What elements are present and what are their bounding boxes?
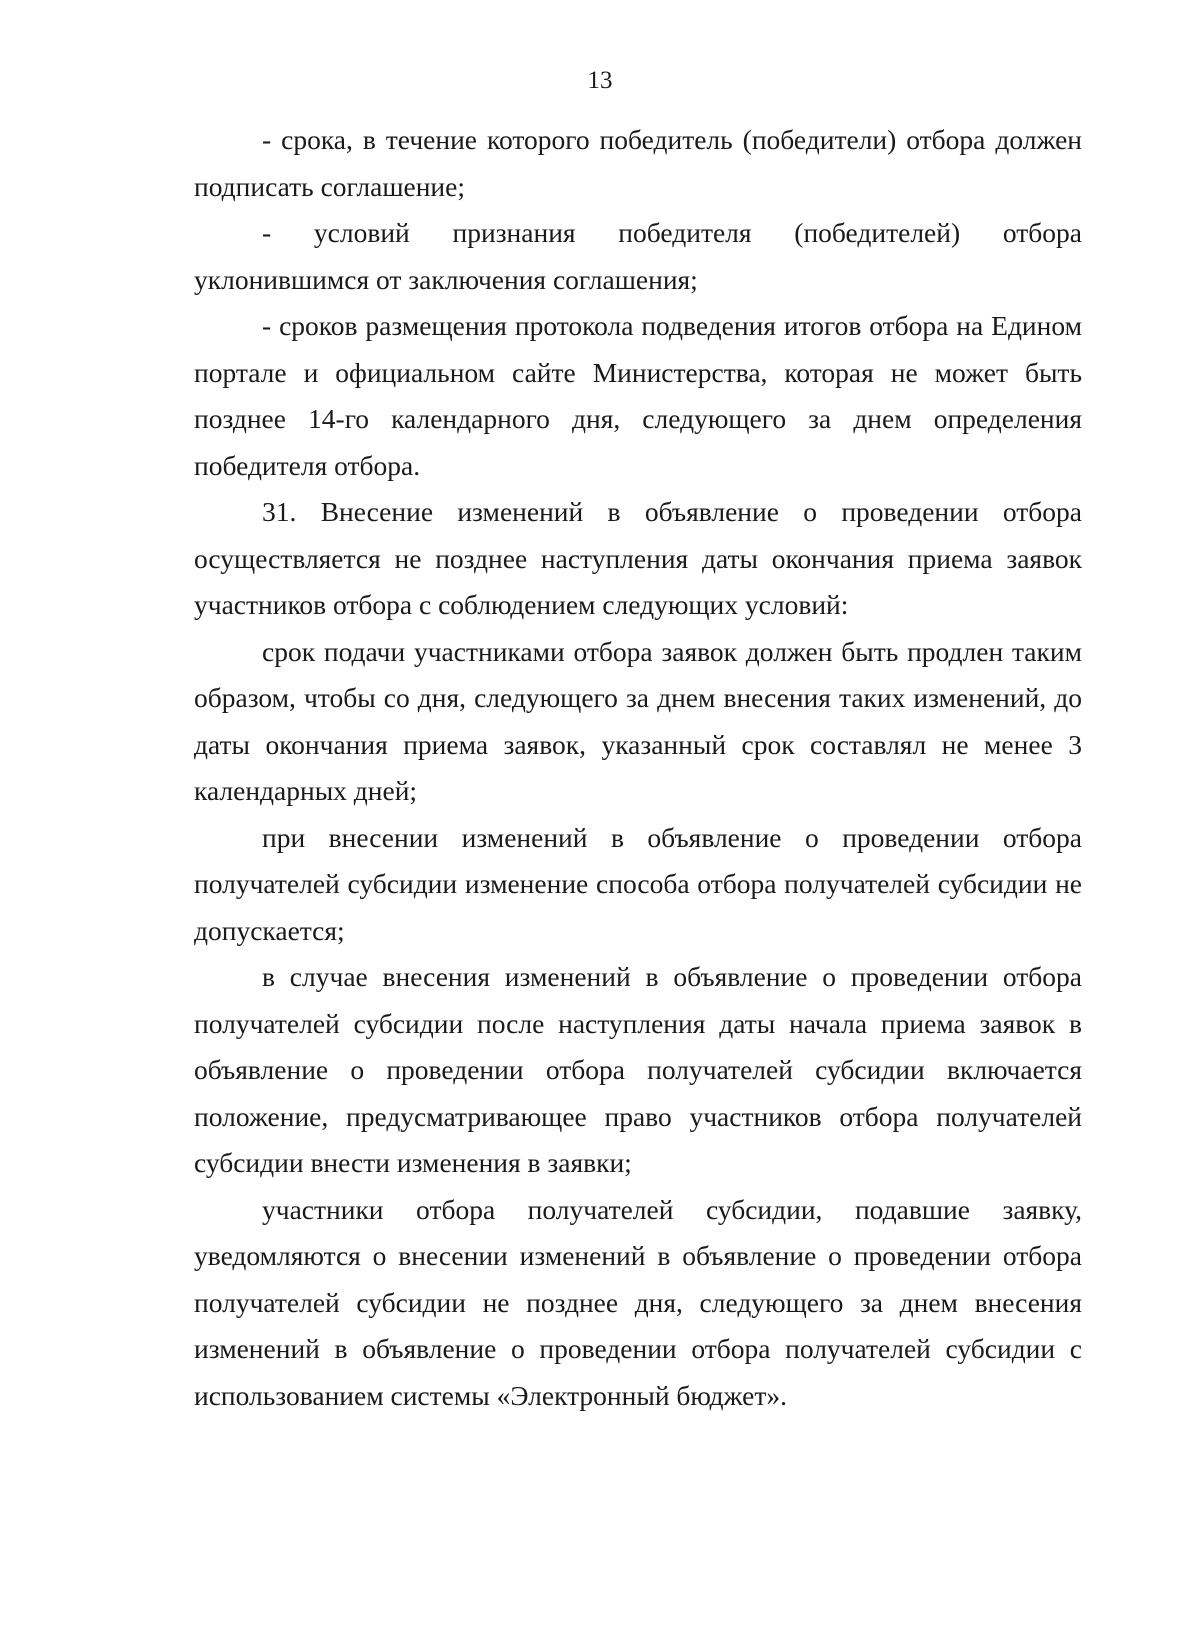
paragraph-participant-notification: участники отбора получателей субсидии, подавшие заявку, уведомляются о внесении изменений в объявление о проведении отбора получателей субсидии не позднее дня, следующего за днем внесения изменений в объявление о проведении отбора получателей субсидии с использованием системы «Электронный бюджет». [194, 1193, 1082, 1411]
page-number: 13 [587, 67, 613, 94]
paragraph-application-changes: в случае внесения изменений в объявление о проведении отбора получателей субсидии после наступления даты начала приема заявок в объявление о проведении отбора получателей субсидии включается положение, предусматривающее право участников отбора получателей субсидии внести изменения в заявки; [194, 961, 1082, 1178]
paragraph-evasion-conditions: - условий признания победителя (победителей) отбора уклонившимся от заключения соглашения; [194, 217, 1082, 295]
paragraph-clause-31: 31. Внесение изменений в объявление о проведении отбора осуществляется не позднее наступления даты окончания приема заявок участников отбора с соблюдением следующих условий: [194, 496, 1082, 620]
paragraph-method-change: при внесении изменений в объявление о проведении отбора получателей субсидии изменение способа отбора получателей субсидии не допускается; [194, 821, 1082, 946]
paragraph-protocol-publication: - сроков размещения протокола подведения итогов отбора на Едином портале и официальном сайте Министерства, которая не может быть позднее 14-го календарного дня, следующего за днем определения победителя отбора. [194, 310, 1082, 481]
paragraph-deadline-extension: срок подачи участниками отбора заявок должен быть продлен таким образом, чтобы со дня, следующего за днем внесения таких изменений, до даты окончания приема заявок, указанный срок составлял не менее 3 календарных дней; [194, 635, 1082, 806]
paragraph-signing-deadline: - срока, в течение которого победитель (победители) отбора должен подписать соглашение; [194, 124, 1082, 202]
document-body [194, 117, 1082, 1419]
